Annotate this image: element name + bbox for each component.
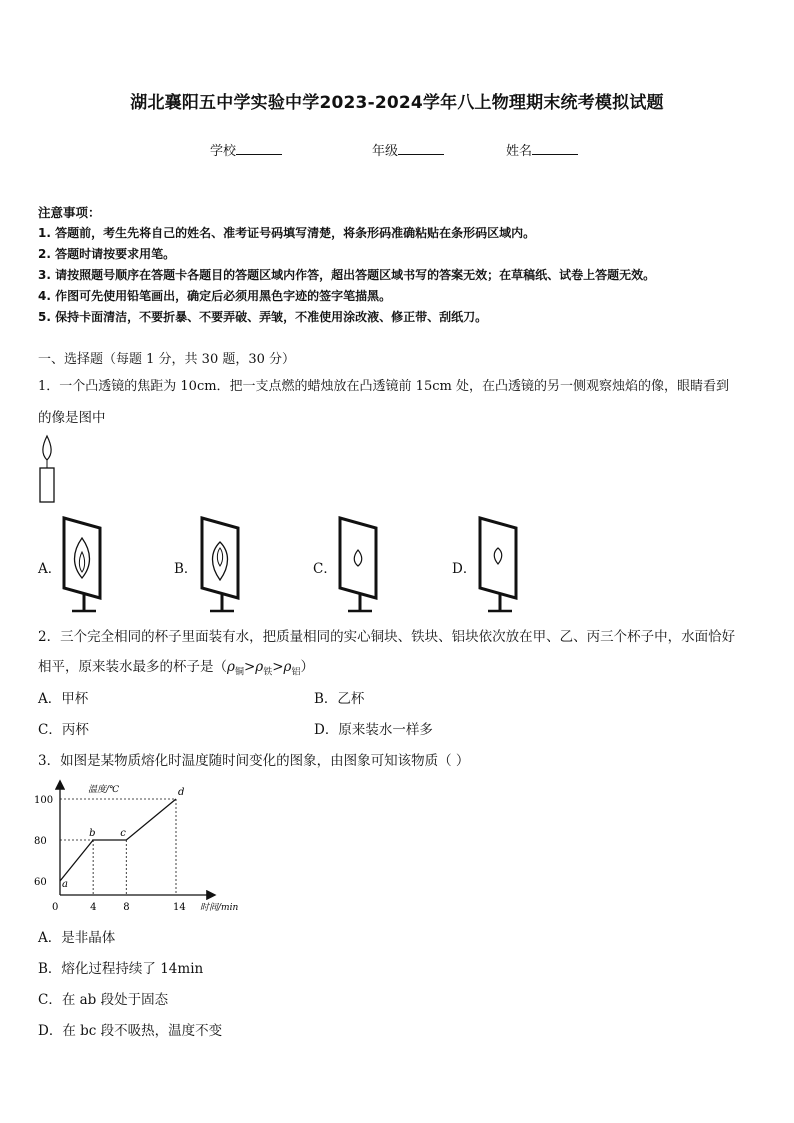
close-paren: ） — [300, 659, 314, 675]
q3-option-d[interactable]: D．在 bc 段不吸热，温度不变 — [38, 1023, 223, 1039]
note-item: 2. 答题时请按要求用笔。 — [38, 247, 176, 261]
q1-option-d-label: D． — [452, 561, 477, 577]
page-title: 湖北襄阳五中学实验中学2023-2024学年八上物理期末统考模拟试题 — [130, 93, 664, 113]
rho-symbol: ρ — [227, 659, 235, 675]
q1-option-b-label: B． — [174, 561, 198, 577]
q3-option-c[interactable]: C．在 ab 段处于固态 — [38, 992, 169, 1008]
point-label: d — [178, 787, 185, 798]
q2-option-b[interactable]: B．乙杯 — [314, 691, 365, 707]
rho-sub-aluminum: 铝 — [291, 667, 301, 678]
q2-option-c[interactable]: C．丙杯 — [38, 722, 89, 738]
x-axis-label: 时间/min — [200, 903, 239, 913]
point-label: b — [89, 828, 96, 839]
q1-option-d-screen[interactable] — [474, 514, 524, 614]
melting-graph — [30, 776, 239, 916]
school-field — [210, 140, 282, 159]
q1-stem-line1: 1．一个凸透镜的焦距为 10cm．把一支点燃的蜡烛放在凸透镜前 15cm 处，在凸透镜的另一侧观察烛焰的像，眼睛看到 — [38, 379, 729, 394]
note-item: 3. 请按照题号顺序在答题卡各题目的答题区域内作答，超出答题区域书写的答案无效；在草稿纸、试卷上答题无效。 — [38, 268, 656, 282]
rho-sub-copper: 铜 — [234, 667, 244, 678]
q1-option-a-label: A． — [38, 561, 62, 577]
grade-blank — [398, 142, 444, 155]
q2-option-d[interactable]: D．原来装水一样多 — [314, 722, 433, 738]
q1-option-c-screen[interactable] — [334, 514, 384, 614]
y-axis-label: 温度/℃ — [88, 785, 120, 795]
flame-icon — [43, 436, 51, 460]
q1-option-c-label: C． — [313, 561, 337, 577]
y-tick-label: 80 — [34, 836, 47, 847]
note-item: 1. 答题前，考生先将自己的姓名、准考证号码填写清楚，将条形码准确粘贴在条形码区域内。 — [38, 226, 536, 240]
x-tick-label: 14 — [173, 902, 186, 913]
q2-stem-line1: 2．三个完全相同的杯子里面装有水，把质量相同的实心铜块、铁块、铝块依次放在甲、乙、丙三个杯子中，水面恰好 — [38, 629, 736, 645]
y-tick-label: 100 — [34, 795, 54, 806]
candle-body — [40, 468, 54, 502]
point-label: c — [120, 828, 126, 839]
q1-option-b-screen[interactable] — [196, 514, 246, 614]
q1-option-a-screen[interactable] — [58, 514, 108, 614]
x-tick-label: 4 — [90, 902, 97, 913]
gt-symbol: > — [243, 659, 256, 675]
name-blank — [532, 142, 578, 155]
x-tick-label: 0 — [52, 902, 59, 913]
rho-symbol: ρ — [255, 659, 264, 675]
q2-option-a[interactable]: A．甲杯 — [38, 691, 89, 707]
rho-symbol: ρ — [283, 659, 292, 675]
q1-stem-line2: 的像是图中 — [38, 410, 106, 426]
gt-symbol: > — [272, 659, 284, 675]
q2-stem-line2 — [38, 655, 314, 678]
section-heading: 一、选择题（每题 1 分，共 30 题，30 分） — [38, 352, 296, 367]
q3-option-a[interactable]: A．是非晶体 — [38, 930, 116, 946]
rho-sub-iron: 铁 — [263, 667, 273, 678]
q3-option-b[interactable]: B．熔化过程持续了 14min — [38, 961, 204, 977]
note-item: 5. 保持卡面清洁，不要折暴、不要弄破、弄皱，不准使用涂改液、修正带、刮纸刀。 — [38, 310, 488, 324]
notes-heading: 注意事项： — [38, 205, 101, 220]
point-label: a — [62, 879, 68, 890]
name-field — [506, 140, 578, 159]
note-item: 4. 作图可先使用铅笔画出，确定后必须用黑色字迹的签字笔描黑。 — [38, 289, 392, 303]
grade-field — [372, 140, 444, 159]
q3-stem: 3．如图是某物质熔化时温度随时间变化的图象，由图象可知该物质（ ） — [38, 753, 470, 769]
name-label: 姓名 — [506, 144, 533, 159]
q2-stem-prefix: 相平，原来装水最多的杯子是（ — [38, 659, 227, 675]
school-blank — [236, 142, 282, 155]
school-label: 学校 — [210, 144, 237, 159]
grade-label: 年级 — [372, 144, 399, 159]
x-tick-label: 8 — [123, 902, 130, 913]
y-tick-label: 60 — [34, 877, 47, 888]
candle-figure — [34, 432, 60, 506]
